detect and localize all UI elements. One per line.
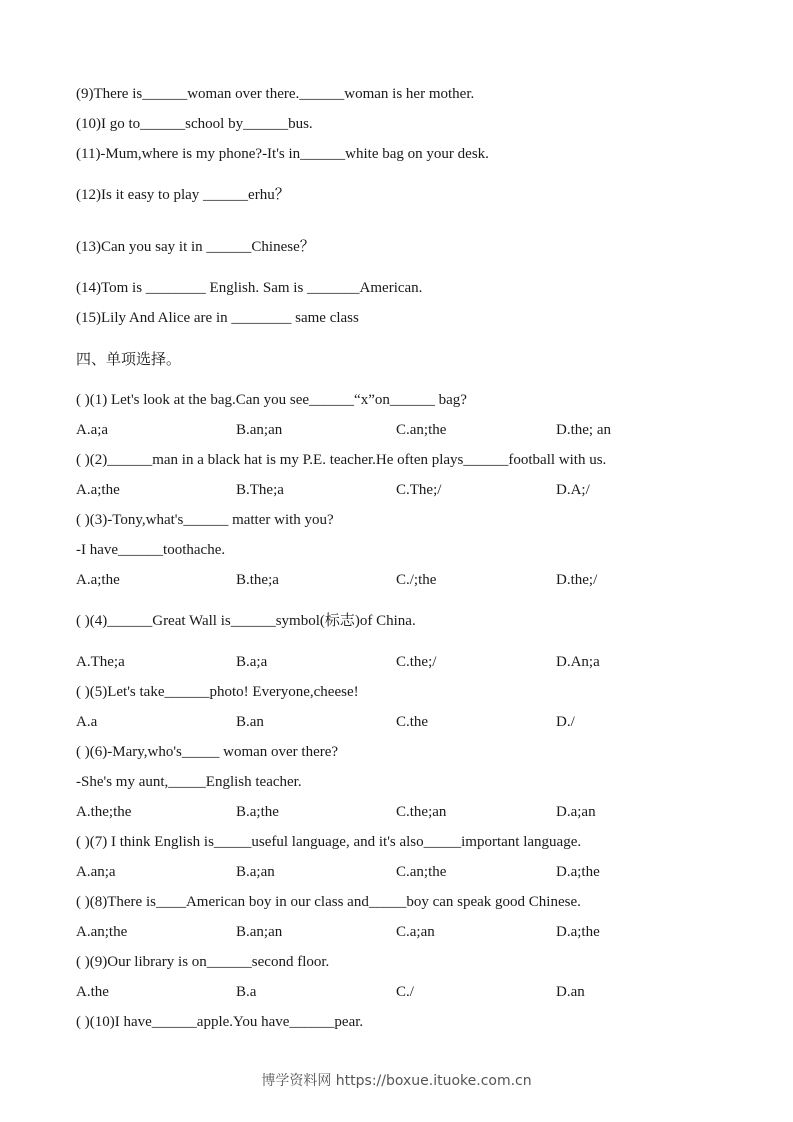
option-a: A.The;a — [76, 654, 125, 670]
option-a: A.the — [76, 984, 109, 1000]
option-b: B.The;a — [236, 482, 284, 498]
question-10-stem: ( )(10)I have______apple.You have______pear. — [76, 1014, 364, 1030]
option-c: C.a;an — [396, 924, 435, 940]
question-3-stem-line2: -I have______toothache. — [76, 542, 226, 558]
fill-blank-11: (11)-Mum,where is my phone?-It's in______white bag on your desk. — [76, 146, 489, 162]
option-b: B.an;an — [236, 422, 283, 438]
question-2-options — [76, 480, 716, 500]
option-d: D.An;a — [556, 654, 600, 670]
option-a: A.a — [76, 714, 98, 730]
option-a: A.an;the — [76, 924, 128, 940]
question-1-options — [76, 420, 716, 440]
question-5-stem: ( )(5)Let's take______photo! Everyone,cheese! — [76, 684, 359, 700]
question-6-stem: ( )(6)-Mary,who's_____ woman over there? — [76, 744, 339, 760]
option-a: A.a;the — [76, 482, 120, 498]
section-heading: 四、单项选择。 — [76, 350, 182, 368]
fill-blank-14: (14)Tom is ________ English. Sam is _______American. — [76, 280, 423, 296]
option-d: D.A;/ — [556, 482, 590, 498]
question-3-stem: ( )(3)-Tony,what's______ matter with you? — [76, 512, 334, 528]
option-c: C.an;the — [396, 864, 447, 880]
option-b: B.a;an — [236, 864, 275, 880]
question-5-options — [76, 712, 716, 732]
fill-blank-13: (13)Can you say it in ______Chinese？ — [76, 239, 315, 255]
option-d: D.a;the — [556, 924, 600, 940]
option-c: C./ — [396, 984, 414, 1000]
option-c: C.an;the — [396, 422, 447, 438]
option-b: B.an;an — [236, 924, 283, 940]
option-d: D.a;an — [556, 804, 596, 820]
question-7-options — [76, 862, 716, 882]
option-c: C.The;/ — [396, 482, 442, 498]
option-b: B.a;a — [236, 654, 268, 670]
option-b: B.an — [236, 714, 264, 730]
option-d: D.the;/ — [556, 572, 598, 588]
option-c: C./;the — [396, 572, 437, 588]
footer-watermark: 博学资料网 https://boxue.ituoke.com.cn — [261, 1073, 532, 1089]
option-b: B.a;the — [236, 804, 279, 820]
option-c: C.the — [396, 714, 429, 730]
question-7-stem: ( )(7) I think English is_____useful language, and it's also_____important language. — [76, 834, 582, 850]
option-b: B.a — [236, 984, 257, 1000]
fill-blank-9: (9)There is______woman over there.______woman is her mother. — [76, 86, 475, 102]
option-a: A.an;a — [76, 864, 116, 880]
option-b: B.the;a — [236, 572, 279, 588]
question-4-options — [76, 652, 716, 672]
question-9-options — [76, 982, 716, 1002]
question-2-stem: ( )(2)______man in a black hat is my P.E. teacher.He often plays______football with us. — [76, 452, 607, 468]
fill-blank-12: (12)Is it easy to play ______erhu？ — [76, 187, 290, 203]
option-d: D.an — [556, 984, 585, 1000]
option-c: C.the;/ — [396, 654, 437, 670]
option-d: D.the; an — [556, 422, 611, 438]
option-a: A.a;a — [76, 422, 109, 438]
option-d: D./ — [556, 714, 575, 730]
option-d: D.a;the — [556, 864, 600, 880]
question-3-options — [76, 570, 716, 590]
question-4-stem: ( )(4)______Great Wall is______symbol(标志)of China. — [76, 613, 416, 629]
question-1-stem: ( )(1) Let's look at the bag.Can you see______“x”on______ bag? — [76, 392, 467, 408]
question-9-stem: ( )(9)Our library is on______second floor. — [76, 954, 330, 970]
option-a: A.a;the — [76, 572, 120, 588]
question-6-stem-line2: -She's my aunt,_____English teacher. — [76, 774, 302, 790]
option-c: C.the;an — [396, 804, 447, 820]
question-6-options — [76, 802, 716, 822]
option-a: A.the;the — [76, 804, 132, 820]
fill-blank-15: (15)Lily And Alice are in ________ same class — [76, 310, 359, 326]
question-8-stem: ( )(8)There is____American boy in our class and_____boy can speak good Chinese. — [76, 894, 581, 910]
question-8-options — [76, 922, 716, 942]
fill-blank-10: (10)I go to______school by______bus. — [76, 116, 313, 132]
